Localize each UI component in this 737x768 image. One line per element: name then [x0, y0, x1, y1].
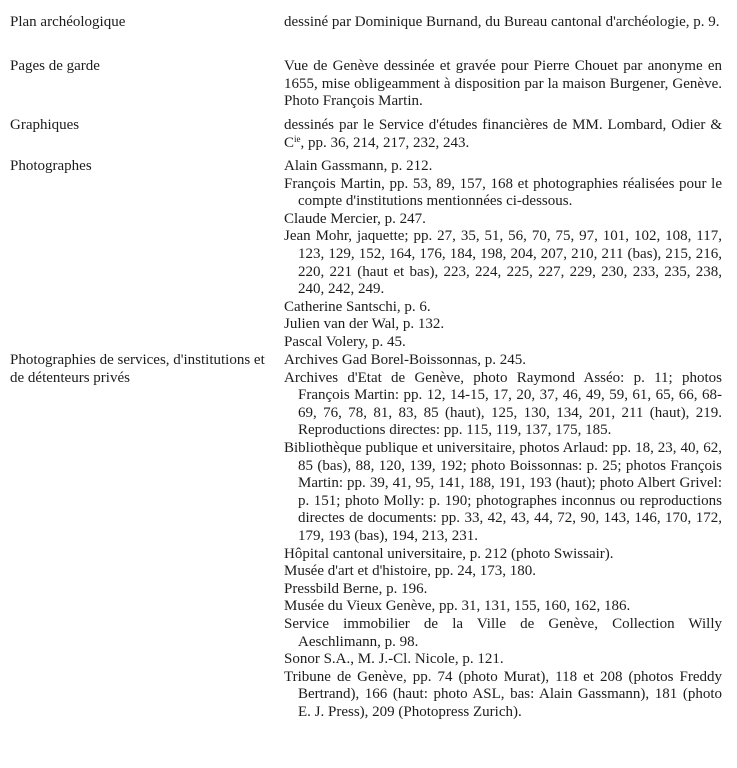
credit-entry: Claude Mercier, p. 247.	[284, 210, 426, 227]
credit-label: Photographes	[10, 158, 92, 174]
credit-entry: Archives Gad Borel-Boissonnas, p. 245.	[284, 352, 527, 368]
credit-text-end: , pp. 36, 214, 217, 232, 243.	[300, 134, 470, 151]
credit-entry: Service immobilier de la Ville de Genève, Collection Willy Aeschlimann, p. 98.	[284, 615, 722, 650]
credit-entry: Tribune de Genève, pp. 74 (photo Murat), 118 et 208 (photos Freddy Bertrand), 166 (haut: photo ASL, bas: Alain Gassmann), 181 (photo E. J. Press), 209 (Photopress Zurich).	[284, 668, 722, 720]
credit-entry: Hôpital cantonal universitaire, p. 212 (photo Swissair).	[284, 545, 614, 562]
credit-description: dessiné par Dominique Burnand, du Bureau cantonal d'archéologie, p. 9.	[284, 14, 720, 30]
credit-entry: Pascal Volery, p. 45.	[284, 333, 406, 350]
credit-entry: Pressbild Berne, p. 196.	[284, 580, 428, 597]
credit-label: Plan archéologique	[10, 14, 126, 30]
credit-entry-list	[284, 158, 722, 352]
credit-entry: Jean Mohr, jaquette; pp. 27, 35, 51, 56, 70, 75, 97, 101, 102, 108, 117, 123, 129, 152, 164, 176, 184, 198, 204, 207, 210, 211 (bas), 215, 216, 220, 221 (haut et bas), 223, 224, 225, 227, 229, 230, 233, 235, 238, 240, 242, 249.	[284, 228, 722, 298]
credit-description	[284, 117, 722, 152]
credit-entry: Musée d'art et d'histoire, pp. 24, 173, 180.	[284, 563, 537, 580]
superscript-abbreviation: ie	[294, 133, 301, 144]
credit-entry: Julien van der Wal, p. 132.	[284, 316, 445, 333]
credit-entry: Alain Gassmann, p. 212.	[284, 158, 433, 174]
credit-entry: Sonor S.A., M. J.-Cl. Nicole, p. 121.	[284, 651, 504, 668]
credit-entry-list	[284, 352, 722, 721]
credit-entry: Archives d'Etat de Genève, photo Raymond Asséo: p. 11; photos François Martin: pp. 12, 14-15, 17, 20, 37, 46, 49, 59, 61, 65, 66, 68-69, 76, 78, 81, 83, 85 (haut), 125, 130, 134, 201, 211 (haut), 219. Reproductions directes: pp. 115, 119, 137, 175, 185.	[284, 369, 722, 439]
credit-entry: Musée du Vieux Genève, pp. 31, 131, 155, 160, 162, 186.	[284, 598, 631, 615]
credit-entry: François Martin, pp. 53, 89, 157, 168 et photographies réalisées pour le compte d'institutions mentionnées ci-dessous.	[284, 175, 722, 210]
credit-label: Pages de garde	[10, 58, 100, 74]
credit-label: Graphiques	[10, 117, 80, 133]
credit-label: Photographies de services, d'institutions et de détenteurs privés	[10, 352, 265, 386]
credit-entry: Bibliothèque publique et universitaire, photos Arlaud: pp. 18, 23, 40, 62, 85 (bas), 88, 120, 139, 192; photo Boissonnas: p. 25; photos François Martin: pp. 39, 41, 95, 141, 188, 191, 193 (haut); photo Albert Grivel: p. 151; photo Molly: p. 190; photographes inconnus ou reproductions directes de documents: pp. 33, 42, 43, 44, 72, 90, 143, 146, 170, 172, 179, 193 (bas), 194, 213, 231.	[284, 439, 722, 544]
credit-description: Vue de Genève dessinée et gravée pour Pierre Chouet par anonyme en 1655, mise obligeamment à disposition par la maison Burgener, Genève. Photo François Martin.	[284, 58, 722, 110]
credit-entry: Catherine Santschi, p. 6.	[284, 298, 431, 315]
credit-text-start: dessinés par le Service d'études financières de MM. Lombard, Odier & C	[284, 117, 722, 151]
